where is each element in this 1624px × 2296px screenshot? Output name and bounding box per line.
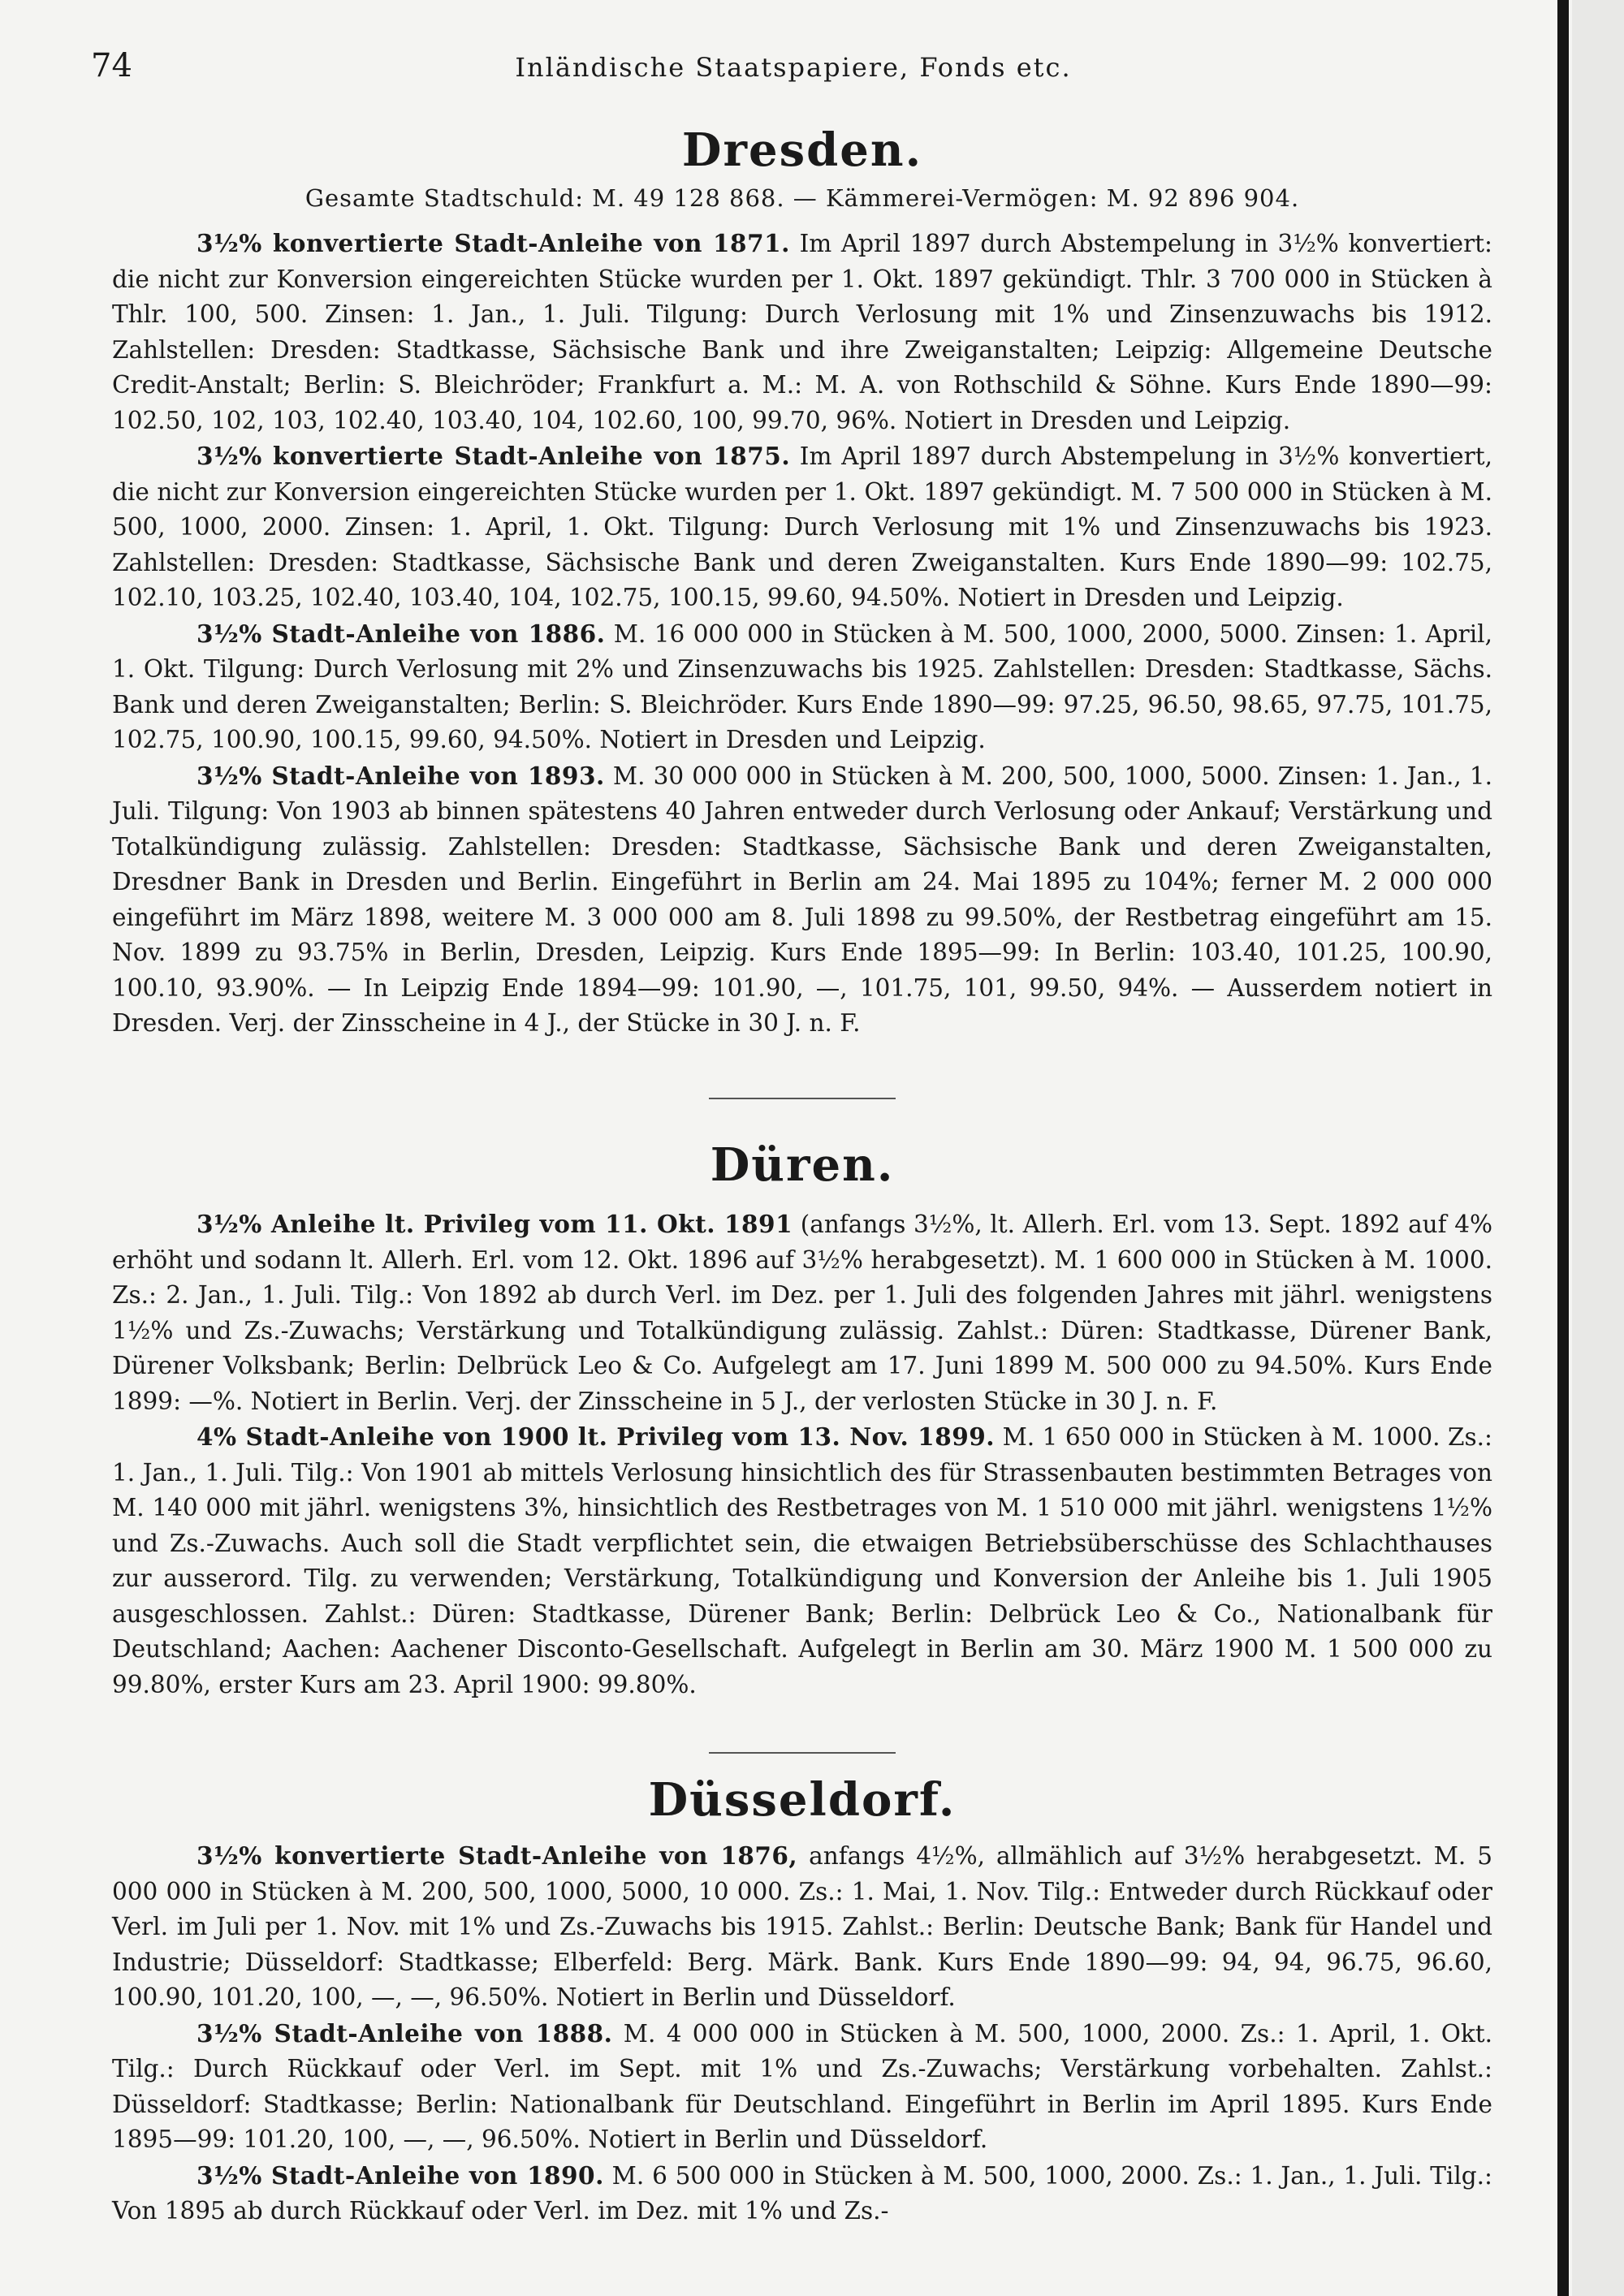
bond-details: anfangs 4½%, allmählich auf 3½% herabgesetzt. M. 5 000 000 in Stücken à M. 200, 500, 1000, 5000, 10 000. Zs.: 1. Mai, 1. Nov. Tilg.: Entweder durch Rückkauf oder Verl. im Juli per 1. Nov. mit 1% und Zs.-Zuwachs bis 1915. Zahlst.: Berlin: Deutsche Bank; Bank für Handel und Industrie; Düsseldorf: Stadtkasse; Elberfeld: Berg. Märk. Bank. Kurs Ende 1890—99: 94, 94, 96.75, 96.60, 100.90, 101.20, 100, —, —, 96.50%. Notiert in Berlin und Düsseldorf.	[112, 1842, 1492, 2011]
bond-details: M. 30 000 000 in Stücken à M. 200, 500, 1000, 5000. Zinsen: 1. Jan., 1. Juli. Tilgung: Von 1903 ab binnen spätestens 40 Jahren entweder durch Verlosung oder Ankauf; Verstärkung und Totalkündigung zulässig. Zahlstellen: Dresden: Stadtkasse, Sächsische Bank und deren Zweiganstalten, Dresdner Bank in Dresden und Berlin. Eingeführt in Berlin am 24. Mai 1895 zu 104%; ferner M. 2 000 000 eingeführt im März 1898, weitere M. 3 000 000 am 8. Juli 1898 zu 99.50%, der Restbetrag eingeführt am 15. Nov. 1899 zu 93.75% in Berlin, Dresden, Leipzig. Kurs Ende 1895—99: In Berlin: 103.40, 101.25, 100.90, 100.10, 93.90%. — In Leipzig Ende 1894—99: 101.90, —, 101.75, 101, 99.50, 94%. — Ausserdem notiert in Dresden. Verj. der Zinsscheine in 4 J., der Stücke in 30 J. n. F.	[112, 762, 1492, 1037]
bond-title: 3½% Stadt-Anleihe von 1886.	[197, 619, 606, 648]
city-heading: Düren.	[710, 1138, 895, 1192]
city-debt-summary: Gesamte Stadtschuld: M. 49 128 868. — Kämmerei-Vermögen: M. 92 896 904.	[304, 184, 1300, 212]
city-heading: Düsseldorf.	[648, 1773, 957, 1827]
running-title: Inländische Staatspapiere, Fonds etc.	[515, 52, 1072, 83]
bond-title: 3½% Anleihe lt. Privileg vom 11. Okt. 1891	[197, 1210, 793, 1238]
bond-entry	[112, 1419, 1492, 1703]
page-margin-edge	[1572, 0, 1624, 2296]
bond-title: 3½% konvertierte Stadt-Anleihe von 1875.	[197, 442, 791, 470]
bond-entry	[112, 226, 1492, 438]
bond-entry	[112, 2158, 1492, 2229]
section-dresden	[112, 122, 1492, 1042]
book-spine-shadow	[1557, 0, 1569, 2296]
bond-title: 3½% Stadt-Anleihe von 1888.	[197, 2018, 613, 2048]
bond-entry	[112, 758, 1492, 1042]
bond-entry	[112, 438, 1492, 616]
bond-title: 4% Stadt-Anleihe von 1900 lt. Privileg vom 13. Nov. 1899.	[197, 1422, 996, 1451]
city-heading: Dresden.	[681, 123, 923, 177]
bond-title: 3½% konvertierte Stadt-Anleihe von 1876,	[197, 1841, 798, 1870]
bond-title: 3½% Stadt-Anleihe von 1893.	[197, 761, 605, 790]
bond-title: 3½% konvertierte Stadt-Anleihe von 1871.	[197, 229, 790, 257]
bond-details: M. 16 000 000 in Stücken à M. 500, 1000, 2000, 5000. Zinsen: 1. April, 1. Okt. Tilgung: Durch Verlosung mit 2% und Zinsenzuwachs bis 1925. Zahlstellen: Dresden: Stadtkasse, Sächs. Bank und deren Zweiganstalten; Berlin: S. Bleichröder. Kurs Ende 1890—99: 97.25, 96.50, 98.65, 97.75, 101.75, 102.75, 100.90, 100.15, 99.60, 94.50%. Notiert in Dresden und Leipzig.	[112, 619, 1492, 753]
bond-entry	[112, 616, 1492, 758]
bond-details: (anfangs 3½%, lt. Allerh. Erl. vom 13. Sept. 1892 auf 4% erhöht und sodann lt. Allerh. Erl. vom 12. Okt. 1896 auf 3½% herabgesetzt). M. 1 600 000 in Stücken à M. 1000. Zs.: 2. Jan., 1. Juli. Tilg.: Von 1892 ab durch Verl. im Dez. per 1. Juli des folgenden Jahres mit jährl. wenigstens 1½% und Zs.-Zuwachs; Verstärkung und Totalkündigung zulässig. Zahlst.: Düren: Stadtkasse, Dürener Bank, Dürener Volksbank; Berlin: Delbrück Leo & Co. Aufgelegt am 17. Juni 1899 M. 500 000 zu 94.50%. Kurs Ende 1899: —%. Notiert in Berlin. Verj. der Zinsscheine in 5 J., der verlosten Stücke in 30 J. n. F.	[112, 1211, 1492, 1415]
bond-entry	[112, 2016, 1492, 2158]
section-dueren	[112, 1137, 1492, 1703]
bond-details: Im April 1897 durch Abstempelung in 3½% konvertiert: die nicht zur Konversion eingereichten Stücke wurden per 1. Okt. 1897 gekündigt. Thlr. 3 700 000 in Stücken à Thlr. 100, 500. Zinsen: 1. Jan., 1. Juli. Tilgung: Durch Verlosung mit 1% und Zinsenzuwachs bis 1912. Zahlstellen: Dresden: Stadtkasse, Sächsische Bank und ihre Zweiganstalten; Leipzig: Allgemeine Deutsche Credit-Anstalt; Berlin: S. Bleichröder; Frankfurt a. M.: M. A. von Rothschild & Söhne. Kurs Ende 1890—99: 102.50, 102, 103, 102.40, 103.40, 104, 102.60, 100, 99.70, 96%. Notiert in Dresden und Leipzig.	[112, 230, 1492, 434]
section-duesseldorf	[112, 1772, 1492, 2229]
page-header	[91, 42, 1496, 91]
bond-details: M. 6 500 000 in Stücken à M. 500, 1000, 2000. Zs.: 1. Jan., 1. Juli. Tilg.: Von 1895 ab durch Rückkauf oder Verl. im Dez. mit 1% und Zs.-	[112, 2161, 1492, 2225]
section-divider	[112, 1098, 1492, 1099]
bond-entry	[112, 1838, 1492, 2016]
bond-details: M. 1 650 000 in Stücken à M. 1000. Zs.: 1. Jan., 1. Juli. Tilg.: Von 1901 ab mittels Verlosung hinsichtlich des für Strassenbauten bestimmten Betrages von M. 140 000 mit jährl. wenigstens 3%, hinsichtlich des Restbetrages von M. 1 510 000 mit jährl. wenigstens 1½% und Zs.-Zuwachs. Auch soll die Stadt verpflichtet sein, die etwaigen Betriebsüberschüsse des Schlachthauses zur ausserord. Tilg. zu verwenden; Verstärkung, Totalkündigung und Konversion der Anleihe bis 1. Juli 1905 ausgeschlossen. Zahlst.: Düren: Stadtkasse, Dürener Bank; Berlin: Delbrück Leo & Co., Nationalbank für Deutschland; Aachen: Aachener Disconto-Gesellschaft. Aufgelegt in Berlin am 30. März 1900 M. 1 500 000 zu 99.80%, erster Kurs am 23. April 1900: 99.80%.	[112, 1423, 1492, 1698]
bond-title: 3½% Stadt-Anleihe von 1890.	[197, 2160, 604, 2190]
bond-details: Im April 1897 durch Abstempelung in 3½% konvertiert, die nicht zur Konversion eingereichten Stücke wurden per 1. Okt. 1897 gekündigt. M. 7 500 000 in Stücken à M. 500, 1000, 2000. Zinsen: 1. April, 1. Okt. Tilgung: Durch Verlosung mit 1% und Zinsenzuwachs bis 1923. Zahlstellen: Dresden: Stadtkasse, Sächsische Bank und deren Zweiganstalten. Kurs Ende 1890—99: 102.75, 102.10, 103.25, 102.40, 103.40, 104, 102.75, 100.15, 99.60, 94.50%. Notiert in Dresden und Leipzig.	[112, 442, 1492, 611]
section-divider	[112, 1752, 1492, 1754]
bond-entry	[112, 1206, 1492, 1419]
page-number: 74	[91, 47, 132, 84]
bond-details: M. 4 000 000 in Stücken à M. 500, 1000, 2000. Zs.: 1. April, 1. Okt. Tilg.: Durch Rückkauf oder Verl. im Sept. mit 1% und Zs.-Zuwachs; Verstärkung vorbehalten. Zahlst.: Düsseldorf: Stadtkasse; Berlin: Nationalbank für Deutschland. Eingeführt in Berlin im April 1895. Kurs Ende 1895—99: 101.20, 100, —, —, 96.50%. Notiert in Berlin und Düsseldorf.	[112, 2019, 1492, 2153]
